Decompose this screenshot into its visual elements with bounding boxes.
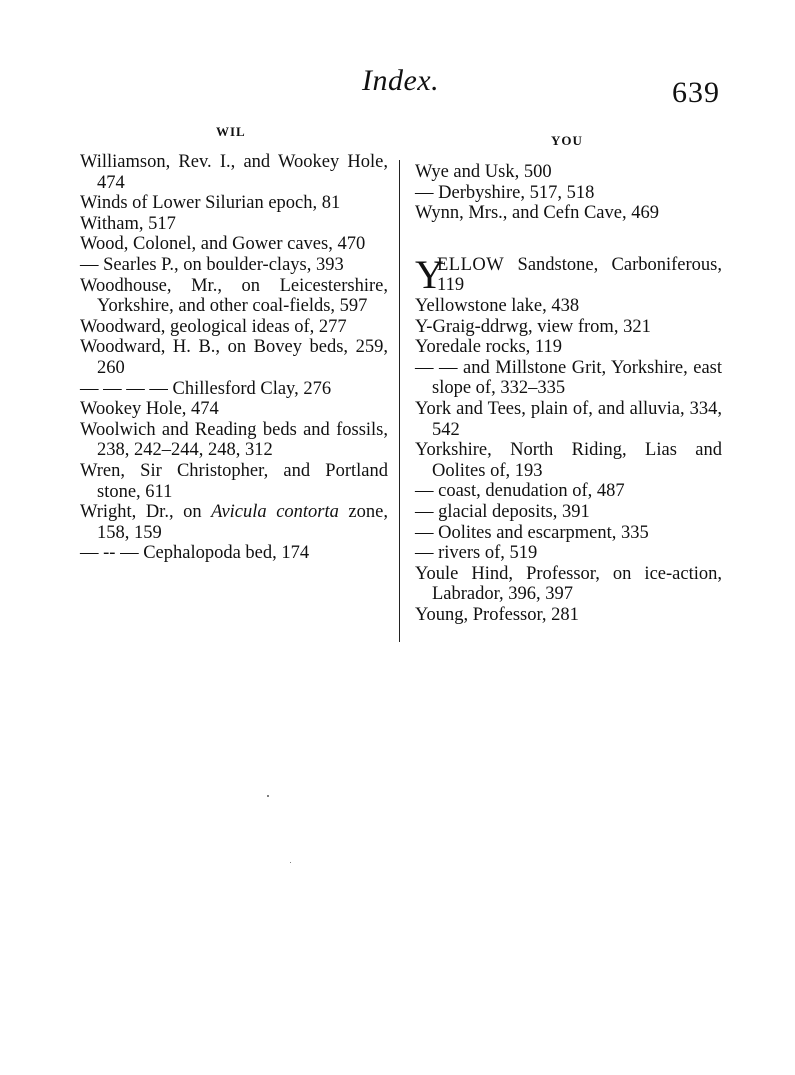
index-entry: Yellowstone lake, 438 <box>415 295 580 316</box>
page-number: 639 <box>672 76 720 109</box>
index-entry: Young, Professor, 281 <box>415 604 579 625</box>
entry-text: Sandstone, Carboniferous, 119 <box>437 254 722 296</box>
running-head-left: WIL <box>216 124 246 139</box>
index-entry: Wynn, Mrs., and Cefn Cave, 469 <box>415 203 659 224</box>
index-entry: Wood, Colonel, and Gower caves, 470 <box>80 234 366 255</box>
index-entry: — glacial deposits, 391 <box>415 501 590 522</box>
species-name: Avicula contorta <box>211 502 339 523</box>
index-entry: Woolwich and Reading beds and fossils, 238, 242–244, 248, 312 <box>80 419 388 461</box>
index-entry: Youle Hind, Professor, on ice-action, Labrador, 396, 397 <box>415 563 722 605</box>
index-entry: Woodward, H. B., on Bovey beds, 259, 260 <box>80 337 388 378</box>
smallcaps-text: ELLOW <box>437 254 505 275</box>
index-entry: Williamson, Rev. I., and Wookey Hole, 474 <box>80 152 388 193</box>
index-entry: — Oolites and escarpment, 335 <box>415 522 649 543</box>
entry-text: Wright, Dr., on <box>80 502 212 523</box>
paper-speck <box>267 795 269 797</box>
running-head-right: YOU <box>551 133 583 148</box>
index-entry: Wookey Hole, 474 <box>80 399 219 420</box>
index-entry: Yoredale rocks, 119 <box>415 337 562 358</box>
index-entry: Wren, Sir Christopher, and Portland stone, 611 <box>80 460 388 502</box>
paper-speck <box>290 862 291 863</box>
index-entry: Witham, 517 <box>80 213 176 234</box>
index-entry: Yorkshire, North Riding, Lias and Oolites of, 193 <box>415 440 722 481</box>
index-entry: — -- — Cephalopoda bed, 174 <box>80 543 310 564</box>
index-entry: — Derbyshire, 517, 518 <box>415 182 595 203</box>
entry-text: zone, 158, 159 <box>97 502 388 543</box>
index-entry: — — — — Chillesford Clay, 276 <box>80 378 332 399</box>
column-divider <box>399 160 400 642</box>
index-entry: — rivers of, 519 <box>415 543 538 564</box>
index-entry: — Searles P., on boulder-clays, 393 <box>80 254 344 275</box>
index-entry: — — and Millstone Grit, Yorkshire, east slope of, 332–335 <box>415 357 722 399</box>
index-entry: Wye and Usk, 500 <box>415 162 552 182</box>
index-entry: Woodhouse, Mr., on Leicestershire, Yorkshire, and other coal-fields, 597 <box>80 275 388 317</box>
index-entry-wright <box>80 502 388 543</box>
index-column-right <box>415 162 722 625</box>
index-entry: — coast, denudation of, 487 <box>415 481 625 502</box>
section-gap <box>415 224 722 255</box>
index-entry: York and Tees, plain of, and alluvia, 334, 542 <box>415 398 722 440</box>
drop-cap: Y <box>415 251 444 297</box>
index-column-left <box>80 152 388 564</box>
page-title: Index. <box>362 64 440 97</box>
index-entry: Woodward, geological ideas of, 277 <box>80 316 347 337</box>
index-entry-yellow <box>415 251 722 297</box>
index-entry: Y-Graig-ddrwg, view from, 321 <box>415 316 651 337</box>
index-entry: Winds of Lower Silurian epoch, 81 <box>80 193 341 214</box>
